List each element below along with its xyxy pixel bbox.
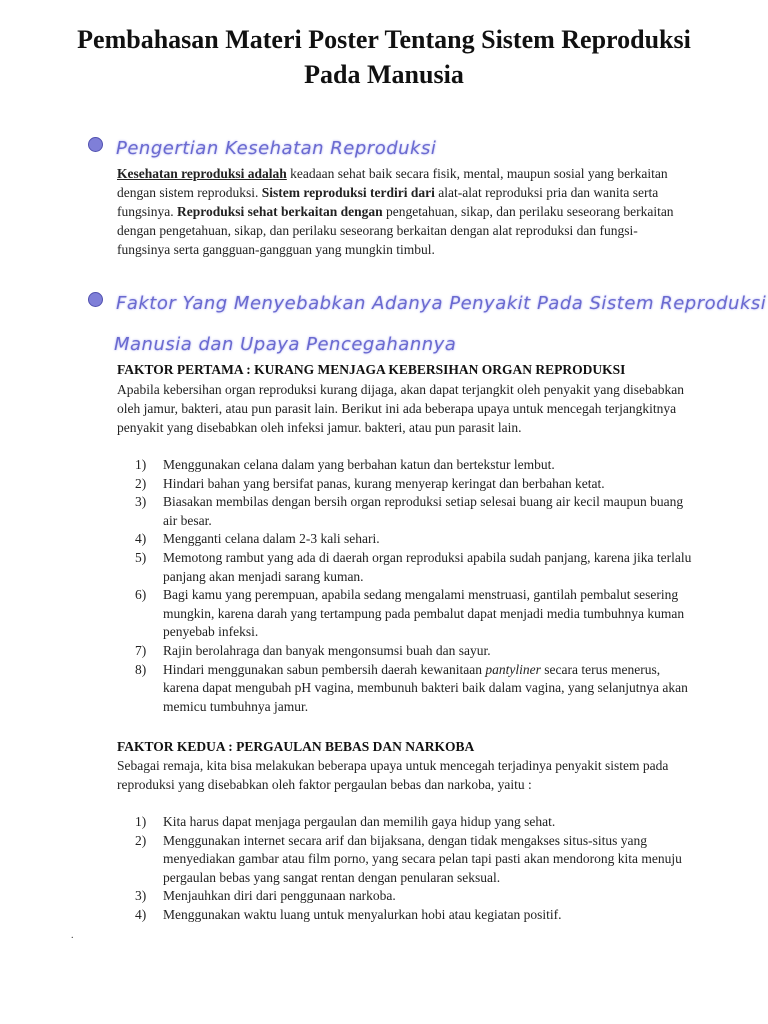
section-heading-faktor-line2 [114,324,456,366]
section-title: Faktor Yang Menyebabkan Adanya Penyakit Pada Sistem Reproduksi [116,293,767,314]
list-text-part: secara terus menerus, karena dapat mengubah pH vagina, membunuh bakteri baik dalam vagina, yang selanjutnya akan memicu tumbuhnya jamur. [163,661,688,714]
list-item [117,661,692,717]
factor1-title: FAKTOR PERTAMA : KURANG MENJAGA KEBERSIHAN ORGAN REPRODUKSI [117,362,626,377]
list-text: Memotong rambut yang ada di daerah organ reproduksi apabila sudah panjang, karena jika terlalu panjang akan menjadi sarang kuman. [163,549,692,584]
list-item [117,642,692,661]
list-text-part: Hindari menggunakan sabun pembersih daerah kewanitaan [163,661,486,677]
paragraph-text: keadaan sehat baik secara fisik, mental, maupun sosial yang berkaitan dengan sistem reproduksi. [117,166,668,200]
list-text: Menggunakan waktu luang untuk menyalurkan hobi atau kegiatan positif. [163,906,562,922]
factor1-intro: Apabila kebersihan organ reproduksi kurang dijaga, akan dapat terjangkit oleh penyakit yang disebabkan oleh jamur, bakteri, atau pun parasit lain. Berikut ini ada beberapa upaya untuk mencegah terjangkitnya penyakit yang disebabkan oleh infeksi jamur. bakteri, atau pun parasit lain. [117,382,684,435]
list-text: Menjauhkan diri dari penggunaan narkoba. [163,888,396,904]
list-item [117,493,692,530]
paragraph-text: pengetahuan, sikap, dan perilaku seseorang berkaitan dengan pengetahuan, sikap, dan perilaku seseorang berkaitan dengan alat reproduksi dan fungsi-fungsinya serta gangguan-gangguan yang mungkin timbul. [117,204,674,257]
list-item [117,456,692,475]
factor2-title: FAKTOR KEDUA : PERGAULAN BEBAS DAN NARKOBA [117,739,475,754]
list-item [117,530,692,549]
page-title: Pembahasan Materi Poster Tentang Sistem Reproduksi Pada Manusia [77,25,691,89]
list-text: Rajin berolahraga dan banyak mengonsumsi buah dan sayur. [163,642,491,658]
bold-term: Kesehatan reproduksi adalah [117,166,287,181]
bullet-icon [88,137,103,152]
paragraph-text: alat-alat reproduksi pria dan wanita serta fungsinya. [117,185,659,219]
bold-term: Reproduksi sehat berkaitan dengan [177,204,383,219]
list-number: 8) [135,661,147,677]
list-text [163,661,692,717]
list-text: Biasakan membilas dengan bersih organ reproduksi setiap selesai buang air kecil maupun buang air besar. [163,494,684,528]
definition-paragraph [117,164,689,259]
list-text: Menggunakan celana dalam yang berbahan katun dan bertekstur lembut. [163,457,555,472]
list-number: 4) [135,906,147,922]
list-text: Bagi kamu yang perempuan, apabila sedang mengalami menstruasi, gantilah pembalut sesering mungkin, karena darah yang tertampung pada pembalut dapat menjadi media tumbuhnya kuman penyebab infeksi. [163,587,685,640]
list-item [117,475,692,494]
list-number: 7) [135,642,147,658]
list-item [117,549,692,586]
section-title: Manusia dan Upaya Pencegahannya [114,334,457,355]
factor2-intro: Sebagai remaja, kita bisa melakukan beberapa upaya untuk mencegah terjadinya penyakit sistem pada reproduksi yang disebabkan oleh faktor pergaulan bebas dan narkoba, yaitu : [117,758,669,792]
list-number: 2) [135,832,147,848]
list-item [117,832,692,888]
factor2-list [117,813,692,925]
list-number: 5) [135,549,147,565]
list-text: Mengganti celana dalam 2-3 kali sehari. [163,531,380,547]
list-text: Menggunakan internet secara arif dan bijaksana, dengan tidak mengakses situs-situs yang menyediakan gambar atau film porno, yang secara pelan tapi pasti akan mendorong kita menuju pergaulan bebas yang sangat rentan dengan penularan seksual. [163,832,682,885]
list-number: 6) [135,587,147,603]
footer-mark: . [71,930,74,941]
list-item [117,586,692,642]
factor1-list [117,456,692,716]
section-title: Pengertian Kesehatan Reproduksi [116,138,437,159]
list-text: Hindari bahan yang bersifat panas, kurang menyerap keringat dan berbahan ketat. [163,475,605,491]
list-item [117,906,692,925]
list-text: Kita harus dapat menjaga pergaulan dan memilih gaya hidup yang sehat. [163,814,556,829]
section-heading-faktor [88,283,766,325]
list-number: 4) [135,531,147,547]
list-number: 3) [135,494,147,510]
list-item [117,813,692,832]
list-item [117,887,692,906]
bold-term: Sistem reproduksi terdiri dari [261,185,435,200]
bullet-icon [88,292,103,307]
list-number: 1) [135,457,147,472]
italic-term: pantyliner [485,661,541,677]
list-number: 2) [135,475,147,491]
list-number: 3) [135,888,147,904]
list-number: 1) [135,814,147,829]
